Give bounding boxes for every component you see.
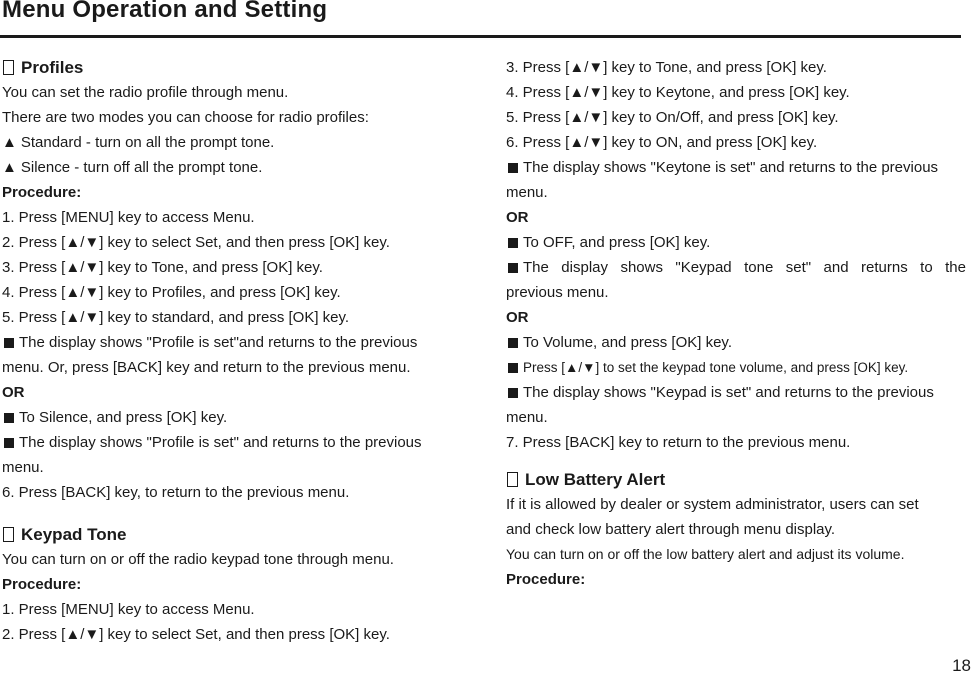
mode-item [2, 130, 470, 155]
heading-text: Keypad Tone [21, 525, 127, 544]
section-spacer [506, 455, 966, 467]
result-note-continued: menu. Or, press [BACK] key and return to the previous menu. [2, 359, 411, 376]
alternative-step [506, 230, 966, 255]
alternative-text: Press [▲/▼] to set the keypad tone volume, and press [OK] key. [523, 360, 909, 375]
paragraph: and check low battery alert through menu display. [506, 521, 836, 538]
triangle-bullet-icon: ▲ [2, 134, 17, 151]
procedure-step: 5. Press [▲/▼] key to On/Off, and press [OK] key. [506, 109, 839, 126]
procedure-step: 4. Press [▲/▼] key to Keytone, and press [OK] key. [506, 84, 850, 101]
section-heading-profiles [2, 55, 470, 80]
triangle-bullet-icon: ▲ [2, 159, 17, 176]
right-column [506, 55, 966, 592]
left-column [2, 55, 470, 647]
checkbox-square-icon [3, 527, 14, 542]
square-bullet-icon [508, 163, 518, 173]
result-note [2, 330, 470, 355]
procedure-step: 5. Press [▲/▼] key to standard, and press [OK] key. [2, 309, 350, 326]
title-divider [0, 35, 961, 38]
result-text: The display shows "Profile is set" and returns to the previous [19, 434, 422, 451]
paragraph: If it is allowed by dealer or system administrator, users can set [506, 496, 919, 513]
procedure-label: Procedure: [2, 576, 82, 593]
heading-text: Profiles [21, 58, 84, 77]
alternative-step [506, 355, 966, 380]
alternative-text: To Silence, and press [OK] key. [19, 409, 228, 426]
result-text: The display shows "Keypad is set" and returns to the previous [523, 384, 934, 401]
square-bullet-icon [4, 338, 14, 348]
paragraph: You can turn on or off the radio keypad tone through menu. [2, 551, 394, 568]
alternative-step [506, 330, 966, 355]
paragraph: You can turn on or off the low battery alert and adjust its volume. [506, 546, 905, 562]
procedure-label: Procedure: [2, 184, 82, 201]
square-bullet-icon [508, 263, 518, 273]
square-bullet-icon [508, 363, 518, 373]
square-bullet-icon [508, 338, 518, 348]
procedure-step: 1. Press [MENU] key to access Menu. [2, 601, 255, 618]
result-note-continued: menu. [506, 184, 548, 201]
square-bullet-icon [4, 413, 14, 423]
procedure-step: 7. Press [BACK] key to return to the previous menu. [506, 434, 851, 451]
square-bullet-icon [508, 238, 518, 248]
result-text: The display shows "Keypad tone set" and returns to the [523, 259, 966, 276]
or-label: OR [2, 384, 25, 401]
section-heading-low-battery-alert [506, 467, 966, 492]
result-text: The display shows "Keytone is set" and returns to the previous [523, 159, 939, 176]
square-bullet-icon [508, 388, 518, 398]
checkbox-square-icon [507, 472, 518, 487]
procedure-step: 4. Press [▲/▼] key to Profiles, and press [OK] key. [2, 284, 341, 301]
result-note [506, 255, 966, 280]
or-label: OR [506, 309, 529, 326]
result-note [2, 430, 470, 455]
paragraph: You can set the radio profile through menu. [2, 84, 289, 101]
procedure-step: 6. Press [BACK] key, to return to the previous menu. [2, 484, 350, 501]
procedure-step: 2. Press [▲/▼] key to select Set, and then press [OK] key. [2, 626, 390, 643]
result-note [506, 380, 966, 405]
result-note-continued: previous menu. [506, 284, 609, 301]
result-note-continued: menu. [506, 409, 548, 426]
mode-text: Standard - turn on all the prompt tone. [20, 134, 275, 151]
result-text: The display shows "Profile is set"and returns to the previous [19, 334, 418, 351]
heading-text: Low Battery Alert [525, 470, 666, 489]
result-note [506, 155, 966, 180]
page-title: Menu Operation and Setting [2, 0, 328, 23]
page-number: 18 [952, 656, 971, 675]
result-note-continued: menu. [2, 459, 44, 476]
alternative-text: To OFF, and press [OK] key. [523, 234, 711, 251]
procedure-step: 1. Press [MENU] key to access Menu. [2, 209, 255, 226]
or-label: OR [506, 209, 529, 226]
square-bullet-icon [4, 438, 14, 448]
checkbox-square-icon [3, 60, 14, 75]
procedure-step: 6. Press [▲/▼] key to ON, and press [OK] key. [506, 134, 818, 151]
mode-text: Silence - turn off all the prompt tone. [20, 159, 263, 176]
section-heading-keypad-tone [2, 522, 470, 547]
alternative-text: To Volume, and press [OK] key. [523, 334, 732, 351]
procedure-label: Procedure: [506, 571, 586, 588]
procedure-step: 3. Press [▲/▼] key to Tone, and press [OK] key. [2, 259, 323, 276]
mode-item [2, 155, 470, 180]
section-spacer [2, 505, 470, 522]
alternative-step [2, 405, 470, 430]
procedure-step: 3. Press [▲/▼] key to Tone, and press [OK] key. [506, 59, 827, 76]
procedure-step: 2. Press [▲/▼] key to select Set, and then press [OK] key. [2, 234, 390, 251]
paragraph: There are two modes you can choose for radio profiles: [2, 109, 369, 126]
